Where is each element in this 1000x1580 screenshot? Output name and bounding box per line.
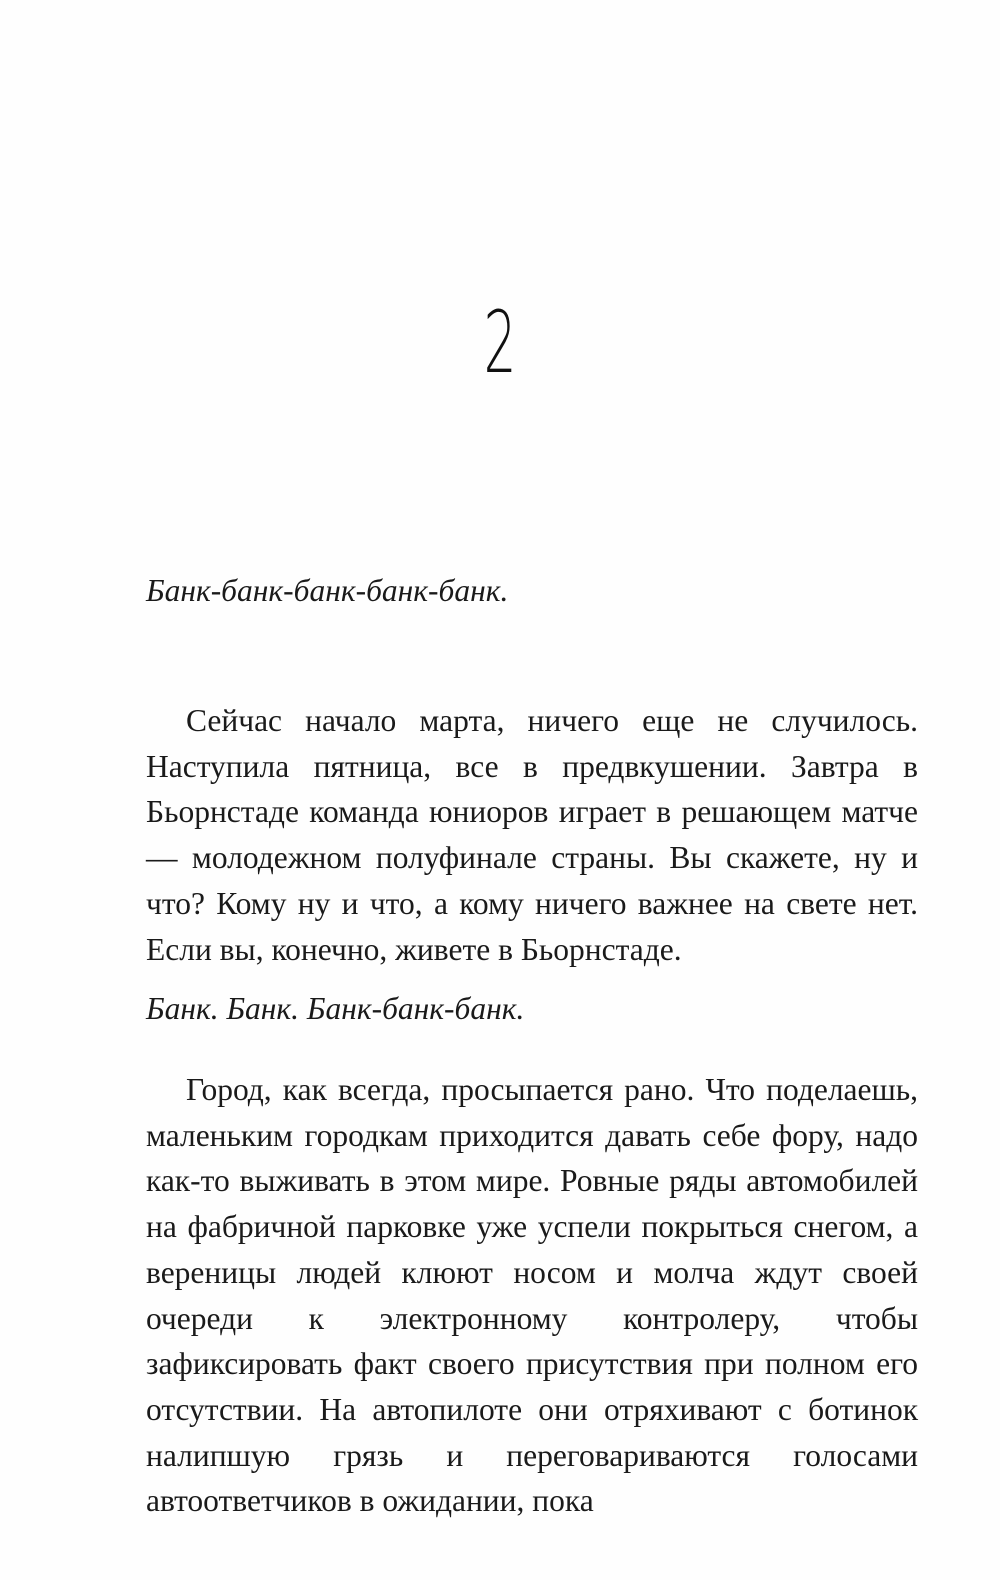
paragraph-intro (146, 698, 918, 972)
paragraph-text: Банк-банк-банк-банк-банк. (146, 573, 509, 608)
chapter-number: 2 (483, 293, 517, 393)
paragraph-sound-2 (146, 986, 918, 1032)
paragraph-town (146, 1067, 918, 1524)
paragraph-text: Сейчас начало марта, ничего еще не случилось. Наступила пятница, все в предвкушении. Завтра в Бьорнстаде команда юниоров играет в решающем матче — молодежном полуфинале страны. Вы скажете, ну и что? Кому ну и что, а кому ничего важнее на свете нет. Если вы, конечно, живете в Бьорнстаде. (146, 703, 918, 967)
paragraph-text: Банк. Банк. Банк-банк-банк. (146, 991, 525, 1026)
paragraph-sound-1 (146, 568, 918, 614)
paragraph-text: Город, как всегда, просыпается рано. Что поделаешь, маленьким городкам приходится давать себе фору, надо как-то выживать в этом мире. Ровные ряды автомобилей на фабричной парковке уже успели покрыться снегом, а вереницы людей клюют носом и молча ждут своей очереди к электронному контролеру, чтобы зафиксировать факт своего присутствия при полном его отсутствии. На автопилоте они отряхивают с ботинок налипшую грязь и переговариваются голосами автоответчиков в ожидании, пока (146, 1072, 918, 1519)
